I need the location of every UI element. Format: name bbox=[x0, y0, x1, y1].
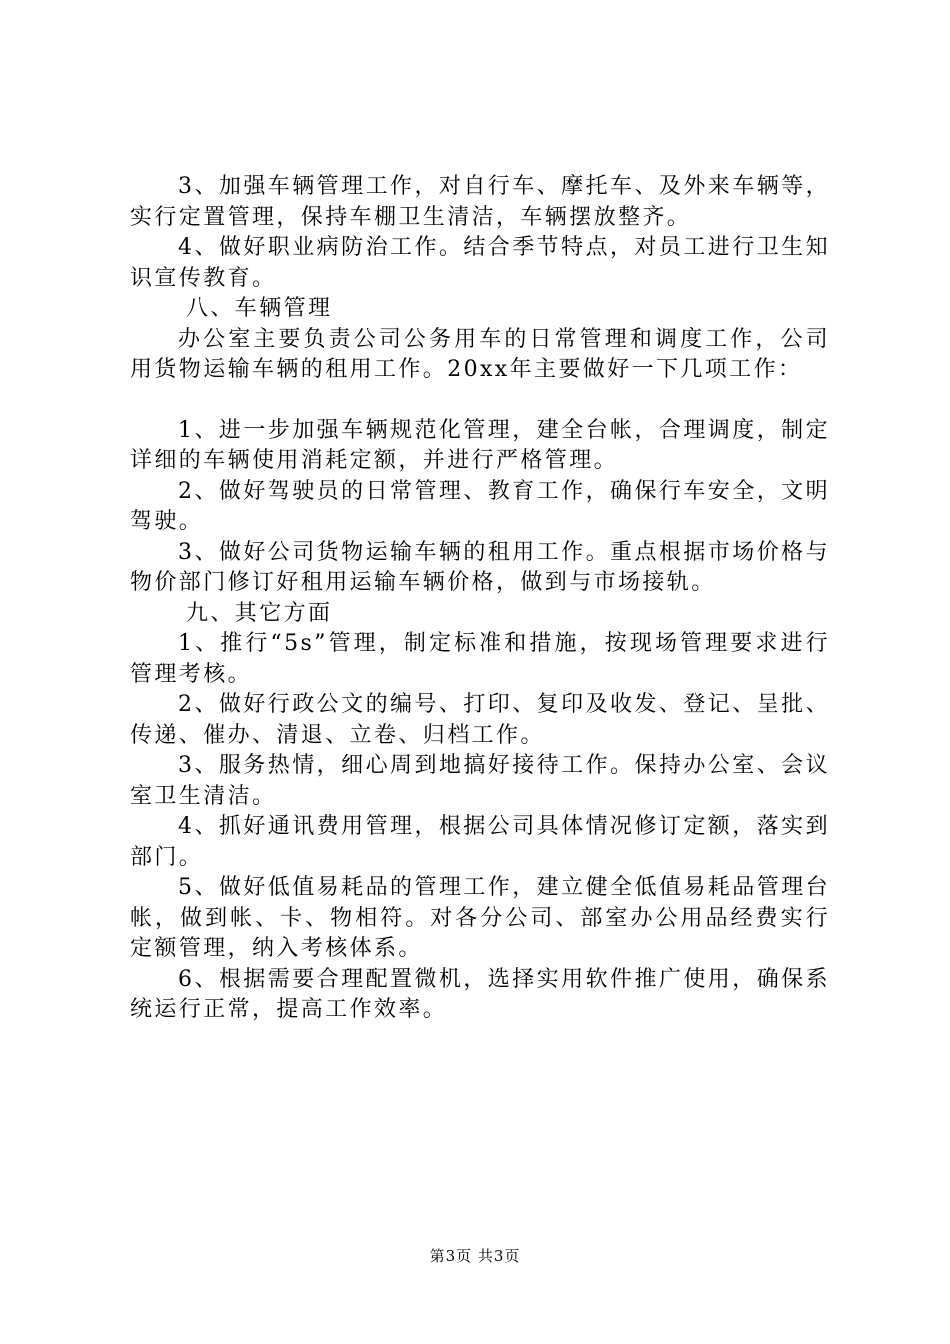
paragraph-driver-management: 2、做好驾驶员的日常管理、教育工作，确保行车安全，文明驾驶。 bbox=[130, 478, 830, 534]
paragraph-vehicle-standardization: 1、进一步加强车辆规范化管理，建全台帐，合理调度，制定详细的车辆使用消耗定额，并进行严格管理。 bbox=[130, 417, 830, 473]
blank-line bbox=[130, 386, 830, 416]
page-number-footer: 第3页 共3页 bbox=[429, 1247, 521, 1265]
paragraph-vehicle-parking: 3、加强车辆管理工作，对自行车、摩托车、及外来车辆等，实行定置管理，保持车棚卫生清洁，车辆摆放整齐。 bbox=[130, 174, 830, 230]
paragraph-computer-configuration: 6、根据需要合理配置微机，选择实用软件推广使用，确保系统运行正常，提高工作效率。 bbox=[130, 966, 830, 1022]
paragraph-consumables-management: 5、做好低值易耗品的管理工作，建立健全低值易耗品管理台帐，做到帐、卡、物相符。对各分公司、部室办公用品经费实行定额管理，纳入考核体系。 bbox=[130, 875, 830, 961]
paragraph-communication-costs: 4、抓好通讯费用管理，根据公司具体情况修订定额，落实到部门。 bbox=[130, 814, 830, 870]
paragraph-5s-management: 1、推行“5s”管理，制定标准和措施，按现场管理要求进行管理考核。 bbox=[130, 631, 830, 687]
paragraph-freight-vehicle-rental: 3、做好公司货物运输车辆的租用工作。重点根据市场价格与物价部门修订好租用运输车辆价格，做到与市场接轨。 bbox=[130, 539, 830, 595]
document-body bbox=[130, 172, 830, 1026]
paragraph-office-vehicle-duties: 办公室主要负责公司公务用车的日常管理和调度工作，公司用货物运输车辆的租用工作。20xx年主要做好一下几项工作： bbox=[130, 326, 830, 382]
section-heading-vehicle-management: 八、车辆管理 bbox=[186, 296, 333, 321]
paragraph-reception-service: 3、服务热情，细心周到地搞好接待工作。保持办公室、会议室卫生清洁。 bbox=[130, 753, 830, 809]
paragraph-document-handling: 2、做好行政公文的编号、打印、复印及收发、登记、呈批、传递、催办、清退、立卷、归档工作。 bbox=[130, 692, 830, 748]
paragraph-occupational-health: 4、做好职业病防治工作。结合季节特点，对员工进行卫生知识宣传教育。 bbox=[130, 235, 830, 291]
section-heading-other-aspects: 九、其它方面 bbox=[186, 600, 333, 626]
